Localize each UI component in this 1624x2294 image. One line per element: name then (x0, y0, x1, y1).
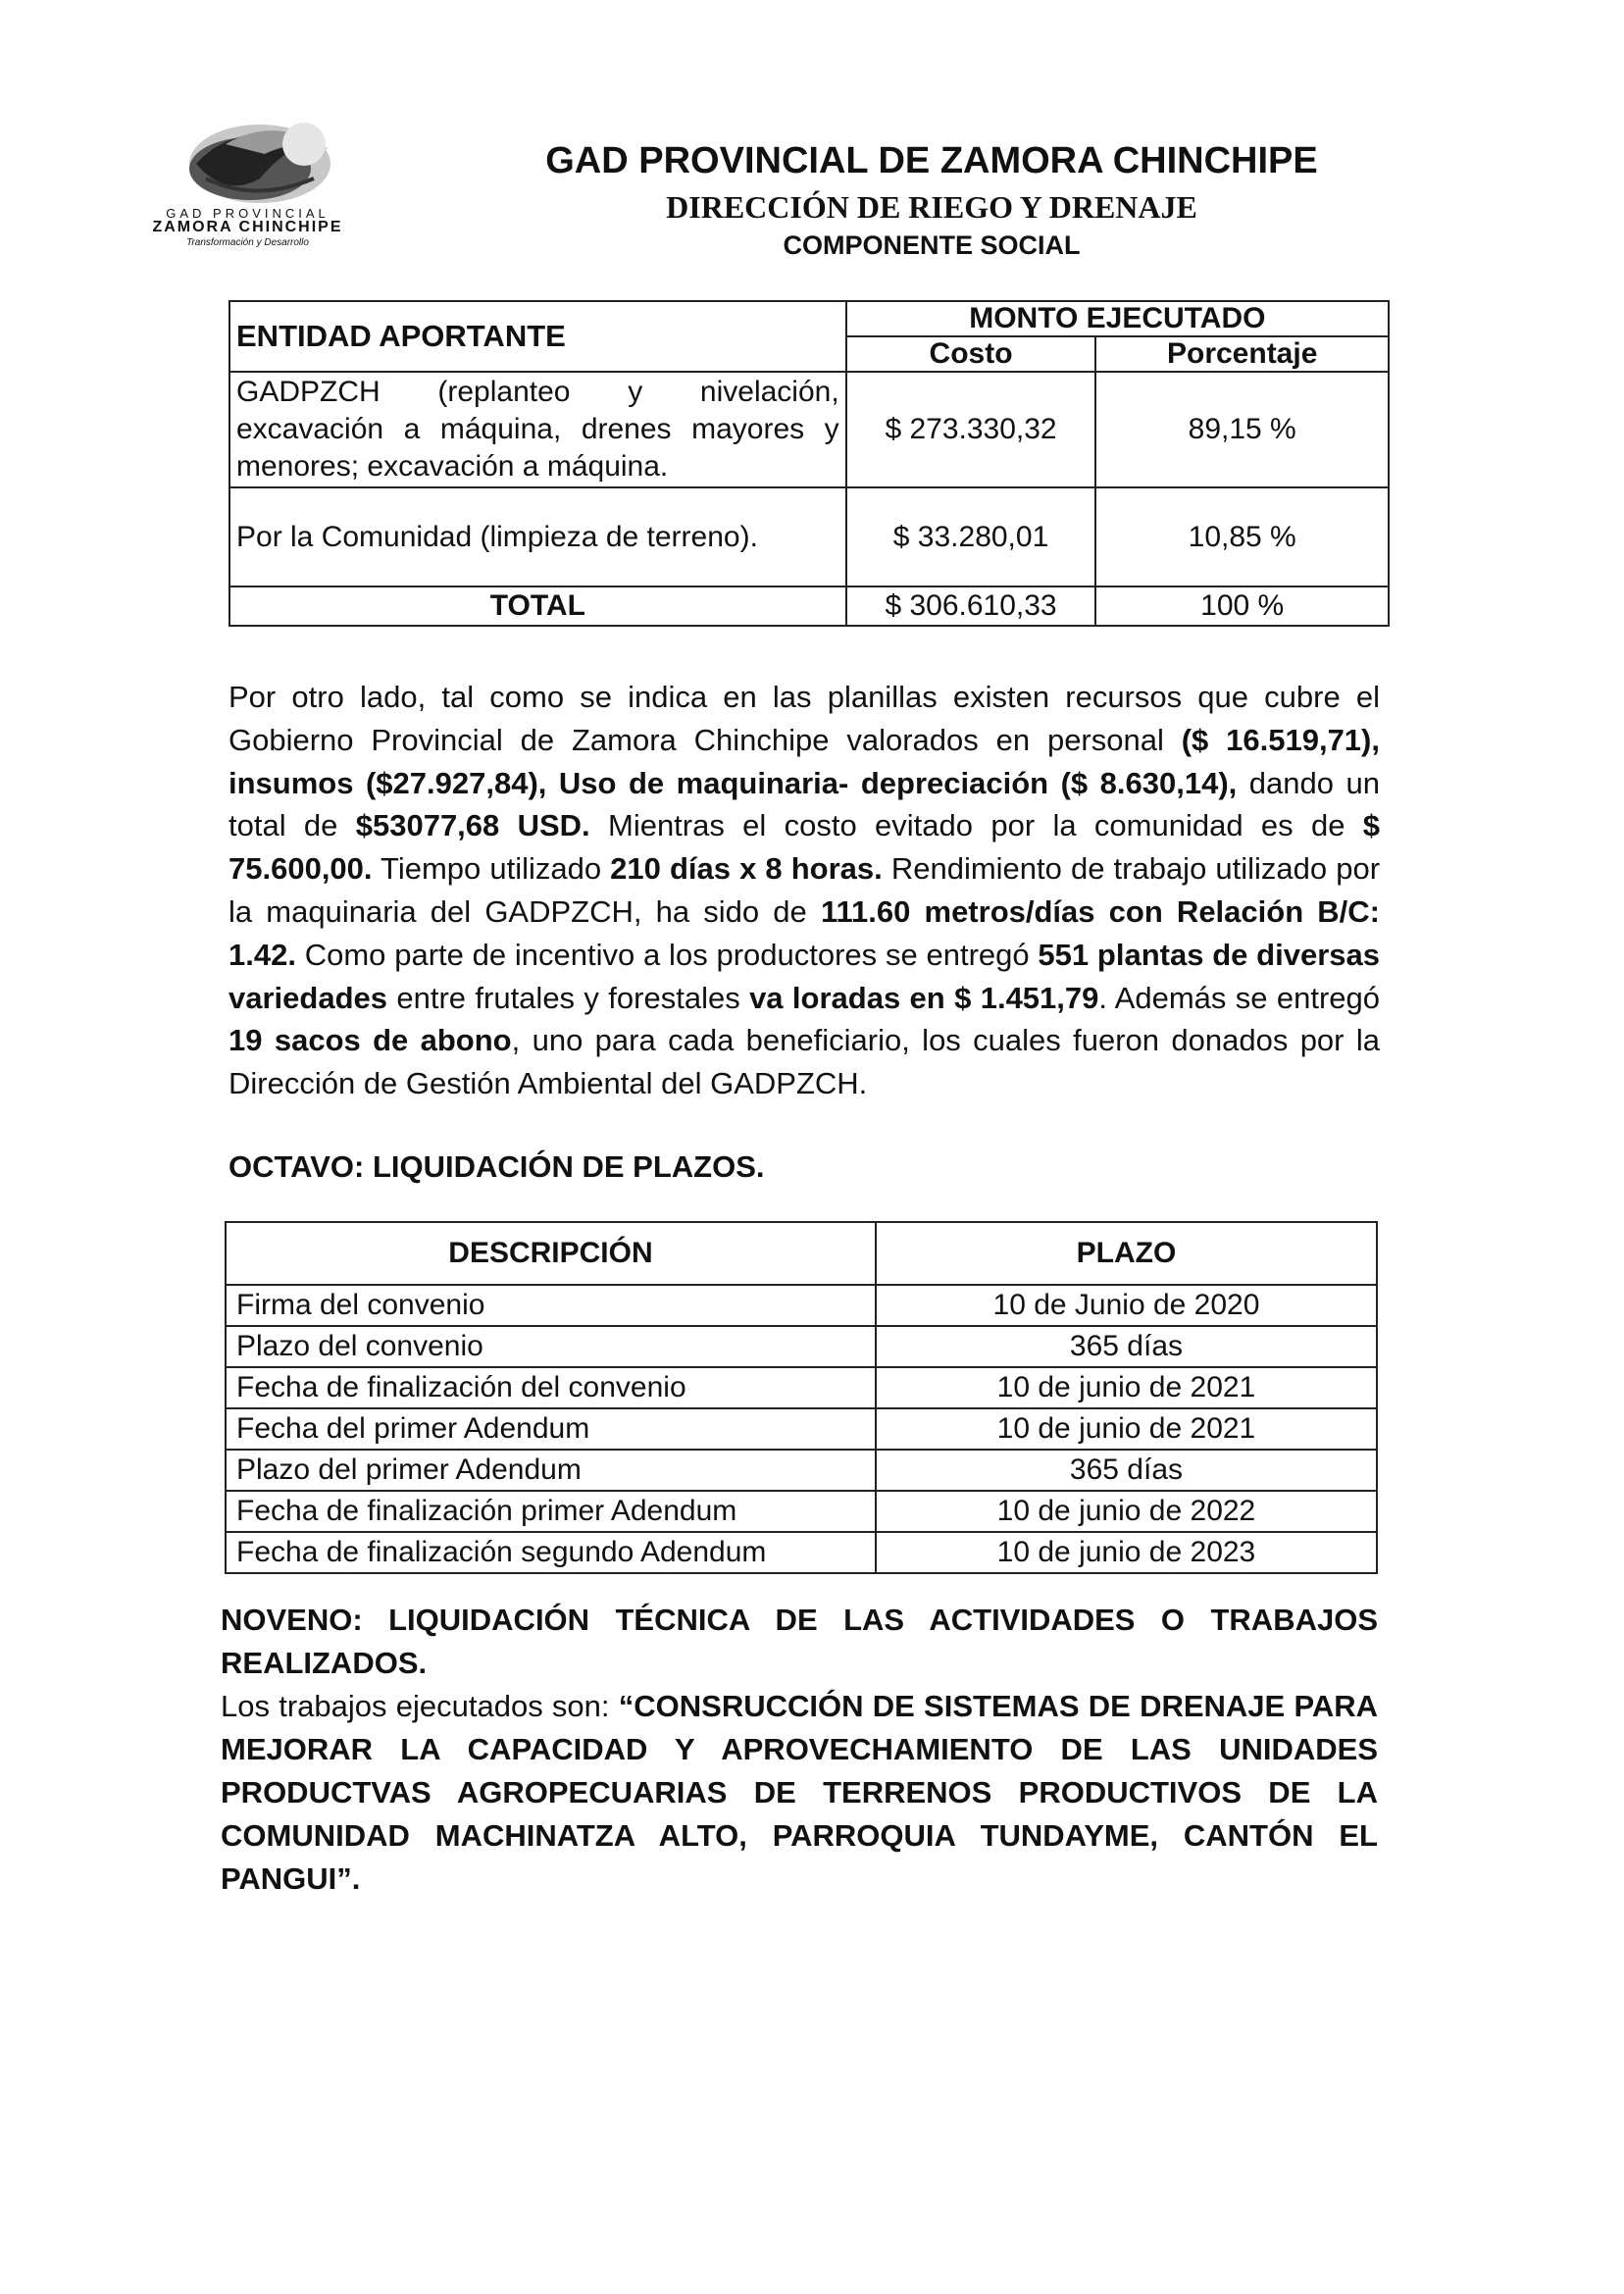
final-project-title: “CONSRUCCIÓN DE SISTEMAS DE DRENAJE PARA MEJORAR LA CAPACIDAD Y APROVECHAMIENTO DE LAS UNIDADES PRODUCTVAS AGROPECUARIAS DE TERRENOS PRODUCTIVOS DE LA COMUNIDAD MACHINATZA ALTO, PARROQUIA TUNDAYME, CANTÓN EL PANGUI”. (221, 1689, 1378, 1896)
text-span: , uno para cada beneficiario, los cuales fueron donados por la Dirección de Gestión Ambiental del GADPZCH. (228, 1023, 1380, 1101)
plazo-cell: 365 días (876, 1450, 1377, 1491)
cost-cell: $ 273.330,32 (846, 372, 1096, 487)
text-span: dando un total de (228, 765, 1380, 843)
plazo-cell: 365 días (876, 1326, 1377, 1367)
logo-line-2: ZAMORA CHINCHIPE (152, 219, 343, 235)
total-percent: 100 % (1095, 586, 1389, 626)
desc-cell: Fecha de finalización segundo Adendum (226, 1532, 876, 1573)
plazo-cell: 10 de junio de 2022 (876, 1491, 1377, 1532)
section-heading-octavo: OCTAVO: LIQUIDACIÓN DE PLAZOS. (228, 1149, 765, 1184)
total-row (229, 586, 1389, 626)
deadlines-table (225, 1221, 1378, 1574)
total-label: TOTAL (229, 586, 846, 626)
cost-cell: $ 33.280,01 (846, 487, 1096, 586)
text-span: Tiempo utilizado (372, 851, 611, 887)
text-bold: $53077,68 USD. (355, 808, 590, 843)
logo-line-3: Transformación y Desarrollo (186, 237, 309, 248)
total-cost: $ 306.610,33 (846, 586, 1096, 626)
institution-logo (123, 110, 382, 267)
text-bold: $ 75.600,00. (228, 808, 1381, 887)
header-descripcion: DESCRIPCIÓN (226, 1222, 876, 1285)
plazo-cell: 10 de junio de 2023 (876, 1532, 1377, 1573)
table-row (226, 1285, 1377, 1326)
header-monto: MONTO EJECUTADO (846, 301, 1389, 336)
desc-cell: Fecha de finalización primer Adendum (226, 1491, 876, 1532)
table-row (226, 1491, 1377, 1532)
desc-cell: Plazo del convenio (226, 1326, 876, 1367)
table-row (226, 1450, 1377, 1491)
funding-table (228, 300, 1390, 627)
text-span: . Además se entregó (1098, 980, 1381, 1015)
document-title: GAD PROVINCIAL DE ZAMORA CHINCHIPE (545, 140, 1318, 181)
desc-cell: Fecha de finalización del convenio (226, 1367, 876, 1408)
text-span: entre frutales y forestales (387, 980, 750, 1015)
header-costo: Costo (846, 336, 1096, 372)
section-heading-noveno: NOVENO: LIQUIDACIÓN TÉCNICA DE LAS ACTIVIDADES O TRABAJOS REALIZADOS. (221, 1603, 1378, 1680)
plazo-cell: 10 de junio de 2021 (876, 1408, 1377, 1450)
text-bold: ($ 16.519,71), insumos ($27.927,84), Uso de maquinaria- depreciación ($ 8.630,14), (228, 722, 1380, 800)
text-bold: 19 sacos de abono (228, 1023, 512, 1058)
plazo-cell: 10 de junio de 2021 (876, 1367, 1377, 1408)
text-span: Por otro lado, tal como se indica en las planillas existen recursos que cubre el Gobierno Provincial de Zamora Chinchipe valorados en personal (228, 680, 1380, 757)
percent-cell: 10,85 % (1095, 487, 1389, 586)
final-intro: Los trabajos ejecutados son: (221, 1689, 619, 1723)
text-bold: 551 plantas de diversas variedades (228, 937, 1380, 1015)
document-component: COMPONENTE SOCIAL (783, 230, 1081, 260)
desc-cell: Fecha del primer Adendum (226, 1408, 876, 1450)
logo-emblem-icon (167, 110, 343, 208)
table-row (229, 372, 1389, 487)
desc-cell: Plazo del primer Adendum (226, 1450, 876, 1491)
table-row (226, 1326, 1377, 1367)
entity-cell: Por la Comunidad (limpieza de terreno). (229, 487, 846, 586)
table-row (226, 1532, 1377, 1573)
table-row (226, 1367, 1377, 1408)
table-row (226, 1408, 1377, 1450)
header-porcentaje: Porcentaje (1095, 336, 1389, 372)
text-span: Rendimiento de trabajo utilizado por la maquinaria del GADPZCH, ha sido de (228, 851, 1381, 929)
text-span: Mientras el costo evitado por la comunidad es de (589, 808, 1363, 843)
text-bold: va loradas en $ 1.451,79 (749, 980, 1099, 1015)
text-span: Como parte de incentivo a los productores se entregó (295, 937, 1039, 972)
header-entidad: ENTIDAD APORTANTE (229, 301, 846, 372)
final-paragraph (221, 1685, 1378, 1901)
header-plazo: PLAZO (876, 1222, 1377, 1285)
text-bold: 210 días x 8 horas. (610, 851, 883, 887)
table-row (229, 487, 1389, 586)
text-bold: 111.60 metros/días con Relación B/C: 1.42. (228, 893, 1381, 972)
desc-cell: Firma del convenio (226, 1285, 876, 1326)
plazo-cell: 10 de Junio de 2020 (876, 1285, 1377, 1326)
body-paragraph (228, 676, 1380, 1105)
entity-cell: GADPZCH (replanteo y nivelación, excavación a máquina, drenes mayores y menores; excavación a máquina. (229, 372, 846, 487)
document-subtitle: DIRECCIÓN DE RIEGO Y DRENAJE (666, 189, 1197, 225)
percent-cell: 89,15 % (1095, 372, 1389, 487)
logo-line-1: GAD PROVINCIAL (166, 206, 330, 221)
